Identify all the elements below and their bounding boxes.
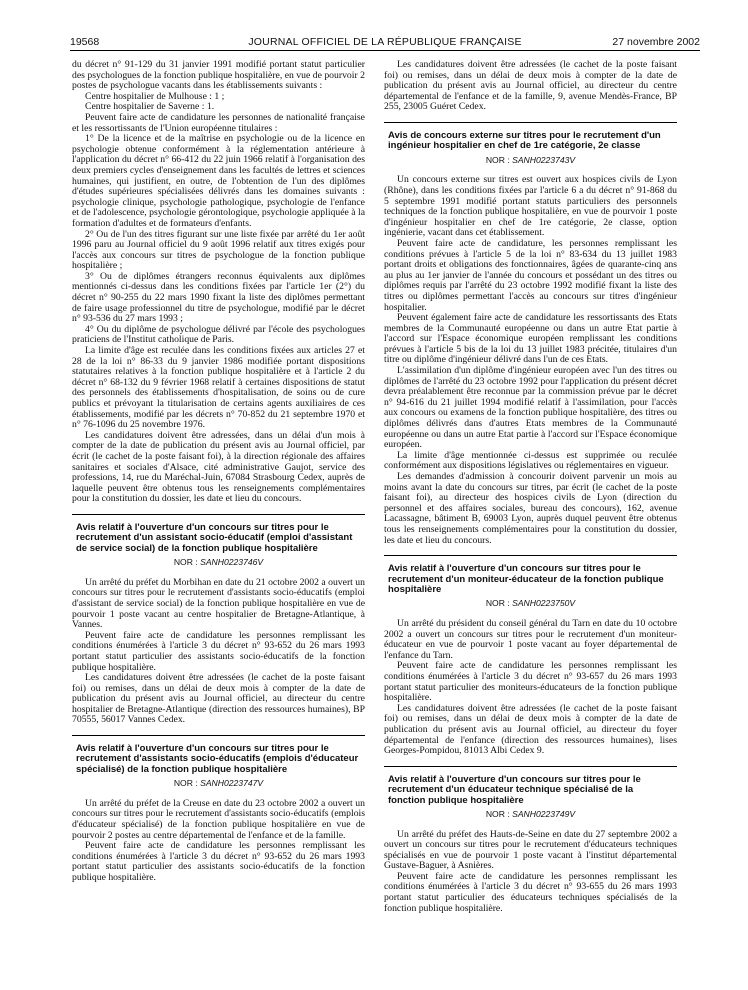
nor-reference: NOR : SANH0223749V <box>485 808 576 819</box>
nor-reference: NOR : SANH0223750V <box>485 598 576 609</box>
paragraph: du décret n° 91-129 du 31 janvier 1991 modifié portant statut particulier des psychologues de la fonction publique hospitalière, en vue de pourvoir 2 postes de psychologue vacants dans les établissements suivants : <box>72 59 365 92</box>
paragraph: Un concours externe sur titres est ouvert aux hospices civils de Lyon (Rhône), dans les conditions fixées par l'article 6 a du décret n° 91-868 du 5 septembre 1991 modifié portant statuts particuliers des personnels techniques de la fonction publique hospitalière, en vue de pourvoir 1 poste d'ingénieur hospitalier en chef de 1re catégorie, 2e classe, option ingénierie, vacant dans cet établissement. <box>384 174 677 239</box>
paragraph: Centre hospitalier de Mulhouse : 1 ; <box>85 90 225 102</box>
notice-title: Avis relatif à l'ouverture d'un concours sur titres pour le recrutement d'assistants socio-éducatifs (emplois d'éducateur spécialisé) de la fonction publique hospitalière <box>76 743 359 775</box>
nor-reference: NOR : SANH0223743V <box>485 154 576 165</box>
paragraph: Un arrêté du préfet de la Creuse en date du 23 octobre 2002 a ouvert un concours sur titres pour le recrutement d'assistants socio-éducatifs (emplois d'éducateur spécialisé) de la fonction publique hospitalière en vue de pourvoir 2 postes au centre départemental de l'enfance et de la famille. <box>72 797 365 841</box>
paragraph: Les candidatures doivent être adressées (le cachet de la poste faisant foi) ou remises, dans un délai de deux mois à compter de la date de publication du présent avis au Journal officiel, au directeur du centre départemental de l'enfance et de la famille, 9, avenue Mendès-France, BP 255, 23005 Guéret Cedex. <box>384 59 677 113</box>
paragraph: L'assimilation d'un diplôme d'ingénieur européen avec l'un des titres ou diplômes de l'arrêté du 23 octobre 1992 pour l'application du présent décret devra préalablement être reconnue par la commission prévue par le décret n° 94-616 du 21 juillet 1994 modifié relatif à l'assimilation, pour l'accès aux concours ou examens de la fonction publique hospitalière, des titres ou diplômes délivrés dans d'autres Etats membres de la Communauté européenne ou dans un autre Etat partie à l'accord sur l'Espace économique européen. <box>384 365 677 451</box>
paragraph: Centre hospitalier de Saverne : 1. <box>85 101 215 113</box>
paragraph: Les demandes d'admission à concourir doivent parvenir un mois au moins avant la date du concours sur titres, par écrit (le cachet de la poste faisant foi), au directeur des hospices civils de Lyon (direction du personnel et des affaires sociales, bureau des concours), 162, avenue Lacassagne, bâtiment B, 69003 Lyon, auprès duquel peuvent être obtenus tous les renseignements complémentaires pour la constitution du dossier, les date et lieu du concours. <box>384 471 677 546</box>
nor-reference: NOR : SANH0223746V <box>173 557 264 568</box>
notice-title: Avis de concours externe sur titres pour le recrutement d'un ingénieur hospitalier en chef de 1re catégorie, 2e classe <box>388 129 661 152</box>
section-divider <box>384 122 677 123</box>
journal-title: JOURNAL OFFICIEL DE LA RÉPUBLIQUE FRANÇAISE <box>248 36 522 48</box>
paragraph: Peuvent faire acte de candidature, les personnes remplissant les conditions prévues à l'article 5 de la loi n° 83-634 du 13 juillet 1983 portant droits et obligations des fonctionnaires, âgées de quarante-cinq ans au plus au 1er janvier de l'année du concours et possédant un des titres ou diplômes requis par l'arrêté du 23 octobre 1992 modifié fixant la liste des titres ou diplômes permettant l'accès au concours sur titres d'ingénieur hospitalier. <box>384 237 677 313</box>
paragraph: Peuvent faire acte de candidature les personnes remplissant les conditions énumérées à l'article 3 du décret n° 93-655 du 26 mars 1993 portant statut particulier des éducateurs techniques spécialisés de la fonction publique hospitalière. <box>384 870 677 914</box>
paragraph: 3° Ou de diplômes étrangers reconnus équivalents aux diplômes mentionnés ci-dessus dans les conditions fixées par l'article 1er (2°) du décret n° 90-255 du 22 mars 1990 fixant la liste des diplômes permettant de faire usage professionnel du titre de psychologue, modifié par le décret n° 93-536 du 27 mars 1993 ; <box>72 270 365 325</box>
paragraph: La limite d'âge est reculée dans les conditions fixées aux articles 27 et 28 de la loi n° 86-33 du 9 janvier 1986 modifiée portant dispositions statutaires relatives à la fonction publique hospitalière et à l'article 2 du décret n° 68-132 du 9 février 1968 relatif à certaines dispositions de statut des personnels des établissements d'hospitalisation, de soins ou de cure publics et prévoyant la titularisation de certains agents auxiliaires de ces établissements, modifié par les décrets n° 70-852 du 21 septembre 1970 et n° 76-1096 du 25 novembre 1976. <box>72 345 365 431</box>
paragraph: 4° Ou du diplôme de psychologue délivré par l'école des psychologues praticiens de l'Institut catholique de Paris. <box>72 323 365 346</box>
paragraph: Un arrêté du préfet du Morbihan en date du 21 octobre 2002 a ouvert un concours sur titres pour le recrutement d'assistants socio-éducatifs (emploi d'assistant de service social) de la fonction publique hospitalière en vue de pourvoir 1 poste vacant au centre hospitalier de Bretagne-Atlantique, à Vannes. <box>72 576 365 631</box>
notice-title: Avis relatif à l'ouverture d'un concours sur titres pour le recrutement d'un assistant socio-éducatif (emploi d'assistant de service social) de la fonction publique hospitalière <box>76 521 353 554</box>
paragraph: Peuvent faire acte de candidature les personnes remplissant les conditions énumérées à l'article 3 du décret n° 93-652 du 26 mars 1993 portant statut particulier des assistants socio-éducatifs de la fonction publique hospitalière. <box>72 629 365 673</box>
section-divider <box>72 514 365 515</box>
paragraph: Un arrêté du préfet des Hauts-de-Seine en date du 27 septembre 2002 a ouvert un concours sur titres pour le recrutement d'éducateurs techniques spécialisés en vue de pourvoir 1 poste vacant à l'institut départemental Gustave-Baguer, à Asnières. <box>384 828 677 872</box>
left-column <box>72 60 365 884</box>
paragraph: Les candidatures doivent être adressées (le cachet de la poste faisant foi) ou remises, dans un délai de deux mois à compter de la date de publication du présent avis au Journal officiel, au directeur du foyer départemental de l'enfance (direction des ressources humaines), lises Georges-Pompidou, 81013 Albi Cedex 9. <box>384 702 677 757</box>
right-column <box>384 60 677 914</box>
paragraph: 2° Ou de l'un des titres figurant sur une liste fixée par arrêté du 1er août 1996 paru au Journal officiel du 9 août 1996 relatif aux titres exigés pour l'accès aux concours sur titres de psychologue de la fonction publique hospitalière ; <box>72 228 365 272</box>
section-divider <box>72 735 365 736</box>
paragraph: 1° De la licence et de la maîtrise en psychologie ou de la licence en psychologie obtenue conformément à la réglementation antérieure à l'application du décret n° 66-412 du 22 juin 1966 relatif à l'organisation des deux premiers cycles d'enseignement dans les facultés de lettres et sciences humaines, qui justifient, en outre, de l'obtention de l'un des diplômes d'études supérieures spécialisées délivrés dans les domaines suivants : psychologie clinique, psychologie pathologique, psychologie de l'enfance et de l'adolescence, psychologie gérontologique, psychologie appliquée à la formation d'adultes et de formateurs d'enfants. <box>72 133 365 229</box>
paragraph: Peuvent faire acte de candidature les personnes remplissant les conditions énumérées à l'article 3 du décret n° 93-657 du 26 mars 1993 portant statut particulier des moniteurs-éducateurs de la fonction publique hospitalière. <box>384 660 677 704</box>
paragraph: Un arrêté du président du conseil général du Tarn en date du 10 octobre 2002 a ouvert un concours sur titres pour le recrutement d'un moniteur-éducateur en vue de pourvoir 1 poste vacant au foyer départemental de l'enfance du Tarn. <box>384 617 677 661</box>
paragraph: Peuvent faire acte de candidature les personnes de nationalité française et les ressortissants de l'Union européenne titulaires : <box>72 111 365 134</box>
notice-title: Avis relatif à l'ouverture d'un concours sur titres pour le recrutement d'un moniteur-éducateur de la fonction publique hospitalière <box>388 563 664 595</box>
nor-reference: NOR : SANH0223747V <box>173 778 264 789</box>
paragraph: Les candidatures doivent être adressées, dans un délai d'un mois à compter de la date de publication du présent avis au Journal officiel, par écrit (le cachet de la poste faisant foi), à la direction régionale des affaires sanitaires et sociales d'Alsace, cité administrative Gaujot, service des professions, 14, rue du Maréchal-Juin, 67084 Strasbourg Cedex, auprès de laquelle peuvent être obtenus tous les renseignements complémentaires pour la constitution du dossier, les date et lieu du concours. <box>72 429 365 505</box>
notice-title: Avis relatif à l'ouverture d'un concours sur titres pour le recrutement d'un éducateur technique spécialisé de la fonction publique hospitalière <box>388 773 641 806</box>
section-divider <box>384 555 677 556</box>
page-number: 19568 <box>70 36 100 48</box>
paragraph: Peuvent faire acte de candidature les personnes remplissant les conditions énumérées à l'article 3 du décret n° 93-652 du 26 mars 1993 portant statut particulier des assistants socio-éducatifs de la fonction publique hospitalière. <box>72 840 365 884</box>
page-header <box>70 34 700 51</box>
publication-date: 27 novembre 2002 <box>612 36 700 48</box>
section-divider <box>384 766 677 767</box>
paragraph: Peuvent également faire acte de candidature les ressortissants des Etats membres de la Communauté européenne ou dans un autre Etat partie à l'accord sur l'Espace économique européen remplissant les conditions prévues à l'article 5 bis de la loi du 13 juillet 1983 précitée, titulaires d'un titre ou diplôme d'ingénieur délivré dans l'un de ces Etats. <box>384 312 677 366</box>
paragraph: La limite d'âge mentionnée ci-dessus est supprimée ou reculée conformément aux dispositions législatives ou réglementaires en vigueur. <box>384 449 677 472</box>
paragraph: Les candidatures doivent être adressées (le cachet de la poste faisant foi) ou remises, dans un délai de deux mois à compter de la date de publication du présent avis au Journal officiel, au directeur du centre hospitalier de Bretagne-Atlantique (direction des ressources humaines), BP 70555, 56017 Vannes Cedex. <box>72 672 365 726</box>
